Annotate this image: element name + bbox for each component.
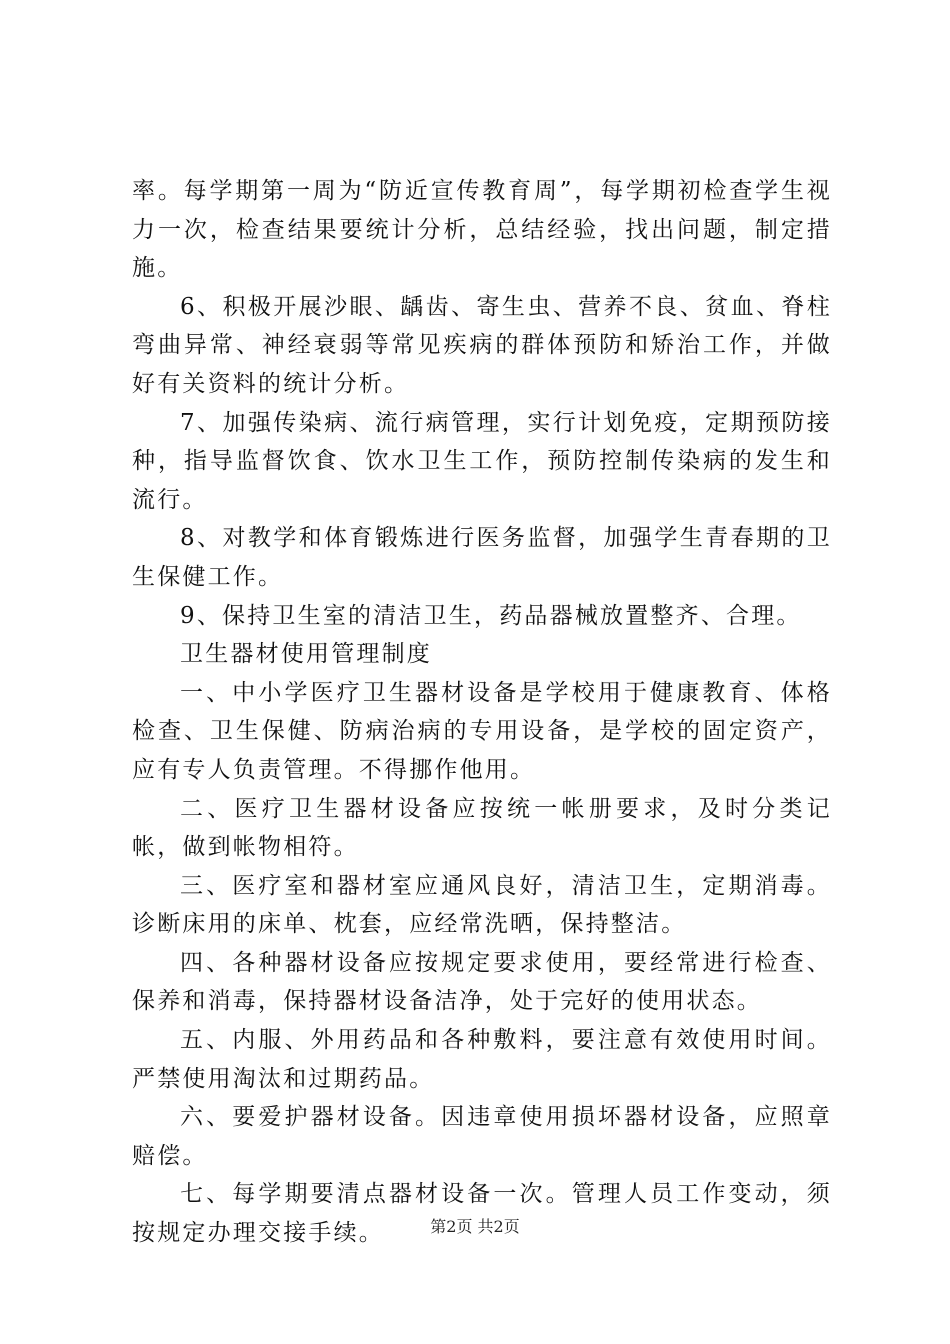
section-heading: 卫生器材使用管理制度 [180,641,432,668]
paragraph-10: 四、各种器材设备应按规定要求使用，要经常进行检查、保养和消毒，保持器材设备洁净，处于完好的使用状态。 [132,949,832,1015]
paragraph-3: 7、加强传染病、流行病管理，实行计划免疫，定期预防接种，指导监督饮食、饮水卫生工作，预防控制传染病的发生和流行。 [132,409,832,513]
paragraph-9: 三、医疗室和器材室应通风良好，清洁卫生，定期消毒。诊断床用的床单、枕套，应经常洗晒，保持整洁。 [132,872,832,938]
page-footer: 第2页 共2页 [430,1217,520,1236]
paragraph-13: 七、每学期要清点器材设备一次。管理人员工作变动，须按规定办理交接手续。 [132,1181,832,1247]
paragraph-4: 8、对教学和体育锻炼进行医务监督，加强学生青春期的卫生保健工作。 [132,525,832,590]
paragraph-7: 一、中小学医疗卫生器材设备是学校用于健康教育、体格检查、卫生保健、防病治病的专用设备，是学校的固定资产，应有专人负责管理。不得挪作他用。 [132,679,832,783]
paragraph-2: 6、积极开展沙眼、龋齿、寄生虫、营养不良、贫血、脊柱弯曲异常、神经衰弱等常见疾病的群体预防和矫治工作，并做好有关资料的统计分析。 [132,293,832,397]
document-body [132,172,832,1253]
paragraph-11: 五、内服、外用药品和各种敷料，要注意有效使用时间。严禁使用淘汰和过期药品。 [132,1027,832,1092]
paragraph-12: 六、要爱护器材设备。因违章使用损坏器材设备，应照章赔偿。 [132,1104,832,1169]
paragraph-1: 率。每学期第一周为“防近宣传教育周”，每学期初检查学生视力一次，检查结果要统计分析，总结经验，找出问题，制定措施。 [132,178,832,282]
paragraph-5: 9、保持卫生室的清洁卫生，药品器械放置整齐、合理。 [180,602,802,629]
paragraph-8: 二、医疗卫生器材设备应按统一帐册要求，及时分类记帐，做到帐物相符。 [132,795,832,861]
